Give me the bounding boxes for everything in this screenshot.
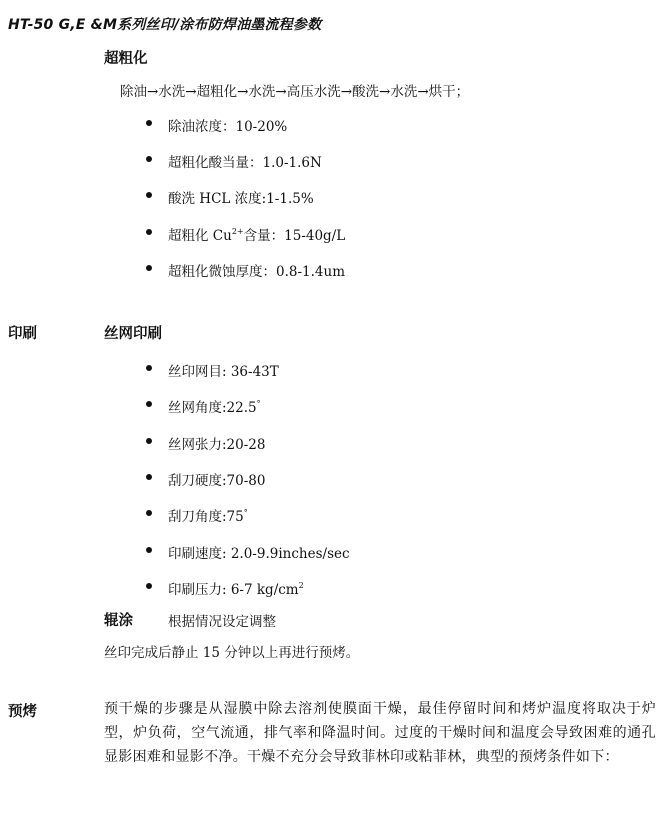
printing-item: 丝网角度:22.5° [168,399,261,416]
bullet-icon [146,192,152,198]
roller-coating-label: 辊涂 [104,613,133,629]
pretreatment-item: 除油浓度：10-20% [168,119,288,135]
printing-item: 丝网张力:20-28 [168,437,266,453]
pretreatment-item: 超粗化 $Cu^{2+}$含量：15-40g/L [168,227,346,244]
printing-item: 印刷压力: 6-7 $kg/cm^2$ [168,581,304,598]
bullet-icon [146,156,152,162]
printing-item: 刮刀硬度:70-80 [168,473,266,489]
bullet-icon [146,474,152,480]
bullet-icon [146,401,152,407]
document-title: HT-50 G,E &M系列丝印/涂布防焊油墨流程参数 [8,17,322,33]
roller-coating-text: 根据情况设定调整 [168,614,276,630]
pretreatment-item: 酸洗 HCL 浓度:1-1.5% [168,191,314,207]
bullet-icon [146,510,152,516]
printing-note: 丝印完成后静止 15 分钟以上再进行预烤。 [104,645,360,661]
printing-section-label: 印刷 [8,326,37,342]
printing-item: 刮刀角度:75° [168,508,248,525]
bullet-icon [146,265,152,271]
prebake-paragraph: 预干燥的步骤是从湿膜中除去溶剂使膜面干燥，最佳停留时间和烤炉温度将取决于炉型，炉负荷，空气流通，排气率和降温时间。过度的干燥时间和温度会导致困难的通孔显影困难和显影不净。干燥不充分会导致菲林印或粘菲林，典型的预烤条件如下： [104,701,656,765]
pretreatment-flow: 除油→水洗→超粗化→水洗→高压水洗→酸洗→水洗→烘干； [120,84,470,100]
pretreatment-item: 超粗化酸当量：1.0-1.6N [168,155,322,171]
pretreatment-heading: 超粗化 [104,51,148,67]
printing-item: 丝印网目: 36-43T [168,364,279,380]
bullet-icon [146,583,152,589]
bullet-icon [146,365,152,371]
printing-item: 印刷速度: 2.0-9.9inches/sec [168,546,350,562]
printing-heading: 丝网印刷 [104,326,162,342]
bullet-icon [146,438,152,444]
prebake-section-label: 预烤 [8,704,37,720]
bullet-icon [146,547,152,553]
bullet-icon [146,120,152,126]
bullet-icon [146,229,152,235]
pretreatment-item: 超粗化微蚀厚度：0.8-1.4um [168,264,345,280]
